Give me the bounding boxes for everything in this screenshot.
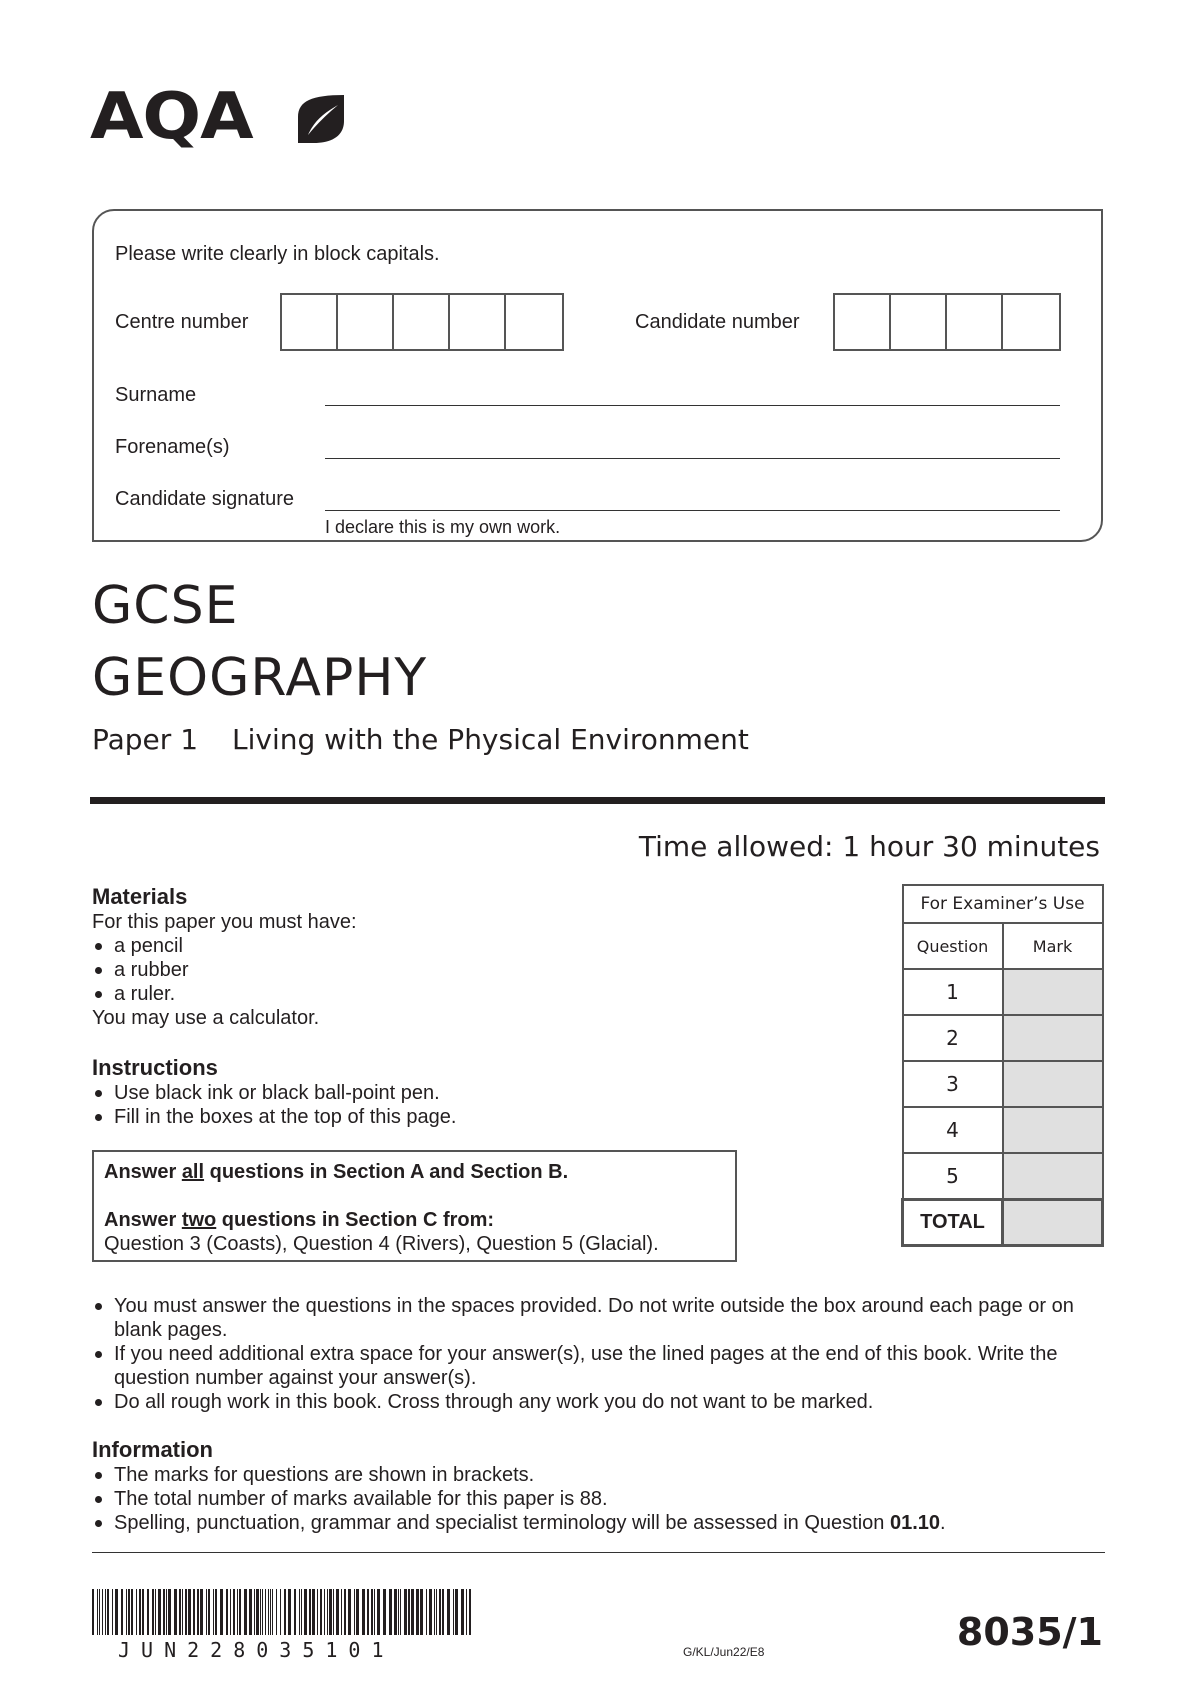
answer-instructions-box xyxy=(92,1150,737,1262)
candidate-number-field[interactable] xyxy=(833,293,1061,351)
list-item: You must answer the questions in the spaces provided. Do not write outside the box around each page or on blank pages. xyxy=(92,1294,1092,1342)
declaration-text: I declare this is my own work. xyxy=(325,517,561,537)
logo-text: AQA xyxy=(90,80,253,154)
leaf-icon xyxy=(294,91,350,147)
question-number: 5 xyxy=(903,1153,1003,1199)
exam-subject: GEOGRAPHY xyxy=(92,648,428,708)
barcode xyxy=(92,1589,472,1635)
signature-field[interactable] xyxy=(325,510,1060,511)
examiner-use-table xyxy=(901,884,1104,1247)
paper-code: 8035/1 xyxy=(956,1610,1103,1654)
instructions-section xyxy=(92,1055,792,1129)
centre-number-label: Centre number xyxy=(115,311,249,333)
block-capitals-instruction: Please write clearly in block capitals. xyxy=(115,243,440,265)
total-label: TOTAL xyxy=(903,1199,1003,1245)
list-item: If you need additional extra space for your answer(s), use the lined pages at the end of this book. Write the question number against your answer(s). xyxy=(92,1342,1092,1390)
digit-box[interactable] xyxy=(450,295,506,349)
information-heading: Information xyxy=(92,1437,213,1462)
more-instructions-list xyxy=(92,1294,1092,1414)
surname-label: Surname xyxy=(115,384,197,406)
instructions-heading: Instructions xyxy=(92,1055,218,1080)
answer-line-2: Answer two questions in Section C from: xyxy=(104,1209,495,1231)
list-item: Fill in the boxes at the top of this page. xyxy=(92,1105,792,1129)
total-mark-cell xyxy=(1003,1199,1103,1245)
digit-box[interactable] xyxy=(947,295,1003,349)
materials-section xyxy=(92,884,692,1030)
paper-reference: G/KL/Jun22/E8 xyxy=(683,1645,765,1659)
exam-level: GCSE xyxy=(92,576,239,636)
list-item: a ruler. xyxy=(92,982,692,1006)
digit-box[interactable] xyxy=(338,295,394,349)
mark-column-header: Mark xyxy=(1003,923,1103,969)
digit-box[interactable] xyxy=(506,295,562,349)
paper-number: Paper 1 xyxy=(92,723,199,756)
list-item: The total number of marks available for this paper is 88. xyxy=(92,1487,1102,1511)
forenames-label: Forename(s) xyxy=(115,436,230,458)
mark-cell xyxy=(1003,1061,1103,1107)
forenames-field[interactable] xyxy=(325,458,1060,459)
question-number: 2 xyxy=(903,1015,1003,1061)
instructions-list xyxy=(92,1081,792,1129)
digit-box[interactable] xyxy=(835,295,891,349)
digit-box[interactable] xyxy=(1003,295,1059,349)
materials-list xyxy=(92,934,692,1006)
digit-box[interactable] xyxy=(282,295,338,349)
candidate-number-label: Candidate number xyxy=(635,311,800,333)
question-number: 4 xyxy=(903,1107,1003,1153)
answer-line-3: Question 3 (Coasts), Question 4 (Rivers), Question 5 (Glacial). xyxy=(104,1233,659,1255)
paper-title: Living with the Physical Environment xyxy=(232,723,749,756)
list-item: Use black ink or black ball-point pen. xyxy=(92,1081,792,1105)
surname-field[interactable] xyxy=(325,405,1060,406)
calculator-note: You may use a calculator. xyxy=(92,1007,320,1029)
question-number: 1 xyxy=(903,969,1003,1015)
materials-intro: For this paper you must have: xyxy=(92,911,357,933)
digit-box[interactable] xyxy=(394,295,450,349)
title-divider xyxy=(90,797,1105,804)
answer-line-1: Answer all questions in Section A and Section B. xyxy=(104,1161,569,1183)
list-item: a pencil xyxy=(92,934,692,958)
materials-heading: Materials xyxy=(92,884,188,909)
information-section xyxy=(92,1437,1102,1535)
information-list xyxy=(92,1463,1102,1535)
examiner-table-title: For Examiner’s Use xyxy=(903,885,1103,923)
list-item: Spelling, punctuation, grammar and specialist terminology will be assessed in Question 01.10. xyxy=(92,1511,1102,1535)
mark-cell xyxy=(1003,1107,1103,1153)
question-number: 3 xyxy=(903,1061,1003,1107)
barcode-text: JUN228035101 xyxy=(118,1638,395,1662)
question-column-header: Question xyxy=(903,923,1003,969)
digit-box[interactable] xyxy=(891,295,947,349)
aqa-logo xyxy=(90,80,253,154)
mark-cell xyxy=(1003,969,1103,1015)
centre-number-field[interactable] xyxy=(280,293,564,351)
mark-cell xyxy=(1003,1153,1103,1199)
list-item: a rubber xyxy=(92,958,692,982)
list-item: Do all rough work in this book. Cross through any work you do not want to be marked. xyxy=(92,1390,1092,1414)
footer-divider xyxy=(92,1552,1105,1553)
mark-cell xyxy=(1003,1015,1103,1061)
list-item: The marks for questions are shown in brackets. xyxy=(92,1463,1102,1487)
time-allowed: Time allowed: 1 hour 30 minutes xyxy=(638,830,1100,863)
signature-label: Candidate signature xyxy=(115,488,295,510)
